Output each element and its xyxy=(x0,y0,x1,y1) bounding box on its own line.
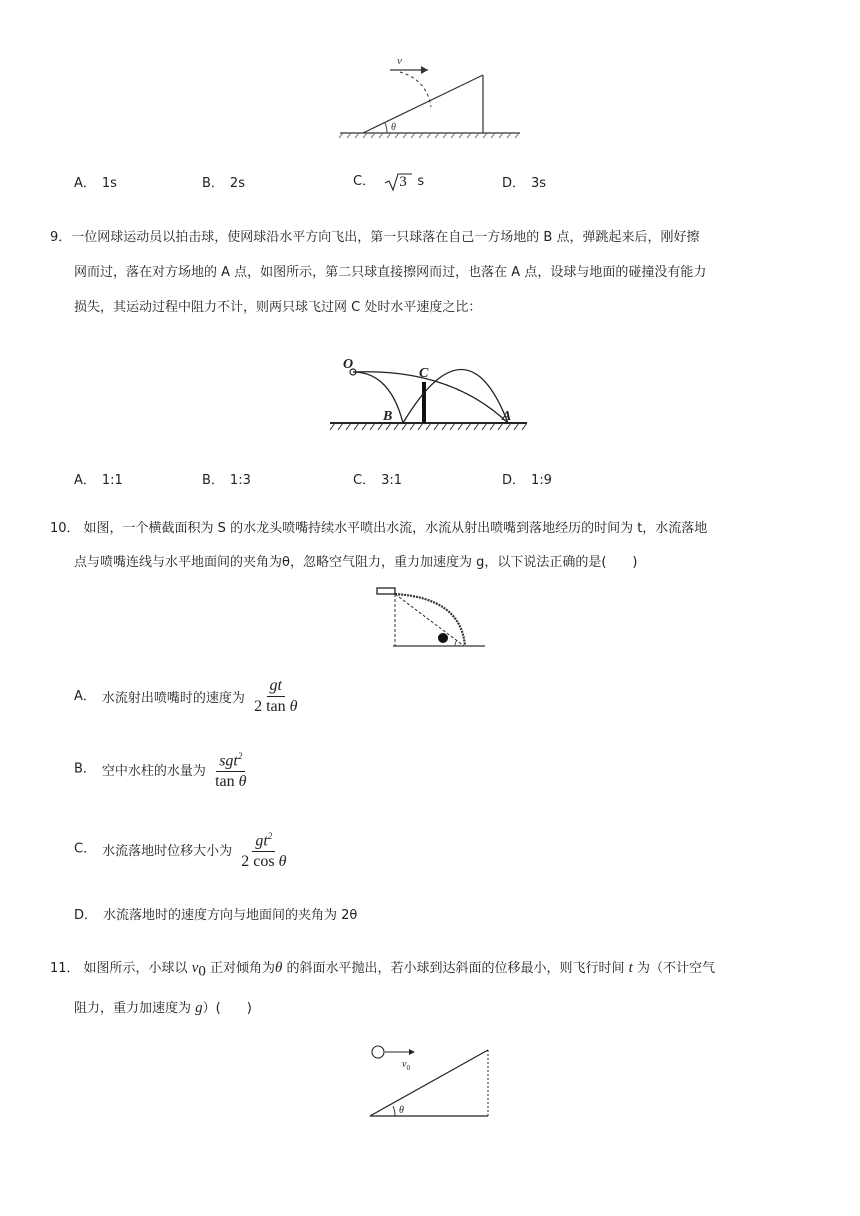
question-11-line-1: 11． 如图所示，小球以 $v_0$ 正对倾角为θ 的斜面水平抛出，若小球到达斜面的位移最小，则飞行时间 t 为（不计空气 xyxy=(50,960,715,980)
v-label: v xyxy=(397,55,402,67)
question-9-line-3: 损失，其运动过程中阻力不计，则两只球飞过网 C 处时水平速度之比： xyxy=(74,300,482,315)
sqrt-expression: 3 xyxy=(383,172,413,192)
fraction-b: $\frac{sgt^2}{\text{tan θ}}$ xyxy=(212,746,249,792)
question-number: 10． xyxy=(50,521,80,536)
option-a[interactable]: A． 水流射出喷嘴时的速度为 $\frac{gt}{\text{2 tan θ}}$ xyxy=(74,676,300,717)
option-c[interactable]: C． 水流落地时位移大小为 $\frac{gt^2}{\text{2 cos θ}}$ xyxy=(74,826,289,872)
question-10-line-1: 10． 如图，一个横截面积为 S 的水龙头喷嘴持续水平喷出水流，水流从射出喷嘴到落地经历的时间为 t，水流落地 xyxy=(50,521,708,536)
label-c: C xyxy=(419,366,429,381)
question-10-line-2: 点与喷嘴连线与水平地面间的夹角为θ，忽略空气阻力，重力加速度为 g，以下说法正确的是( ) xyxy=(74,555,638,570)
option-d[interactable]: D． 3s xyxy=(502,176,547,191)
option-b[interactable]: B． 2s xyxy=(202,176,245,191)
question-number: 11． xyxy=(50,961,80,976)
theta-label: θ xyxy=(391,122,396,133)
fraction-a: $\frac{gt}{\text{2 tan θ}}$ xyxy=(254,677,298,715)
incline-figure-q11 xyxy=(365,1040,495,1122)
option-b[interactable]: B． 1:3 xyxy=(202,473,251,488)
label-o: O xyxy=(343,357,354,372)
tennis-figure-q9 xyxy=(325,348,535,438)
option-c[interactable]: C． 3:1 xyxy=(353,473,402,488)
incline-figure-q8 xyxy=(335,50,525,145)
option-d[interactable]: D． 水流落地时的速度方向与地面间的夹角为 2θ xyxy=(74,908,358,923)
option-c[interactable]: C． 3 s xyxy=(353,173,425,190)
question-11-line-2: 阻力，重力加速度为 g）( ) xyxy=(74,1000,252,1016)
label-a: A xyxy=(502,409,512,424)
option-a[interactable]: A． 1:1 xyxy=(74,473,123,488)
theta-label: θ xyxy=(399,1105,404,1116)
option-d[interactable]: D． 1:9 xyxy=(502,473,552,488)
option-a[interactable]: A． 1s xyxy=(74,176,117,191)
question-number: 9． xyxy=(50,230,72,245)
question-9-line-2: 网而过，落在对方场地的 A 点，如图所示，第二只球直接擦网而过，也落在 A 点，设球与地面的碰撞没有能力 xyxy=(74,265,707,280)
question-9-line-1: 9．一位网球运动员以拍击球，使网球沿水平方向飞出，第一只球落在自己一方场地的 B 点，弹跳起来后，刚好擦 xyxy=(50,230,700,245)
water-jet-figure-q10 xyxy=(373,584,488,654)
option-b[interactable]: B． 空中水柱的水量为 $\frac{sgt^2}{\text{tan θ}}$ xyxy=(74,746,249,792)
label-b: B xyxy=(383,409,393,424)
fraction-c: $\frac{gt^2}{\text{2 cos θ}}$ xyxy=(238,826,289,872)
v0-label: $v_0$ xyxy=(402,1059,410,1072)
